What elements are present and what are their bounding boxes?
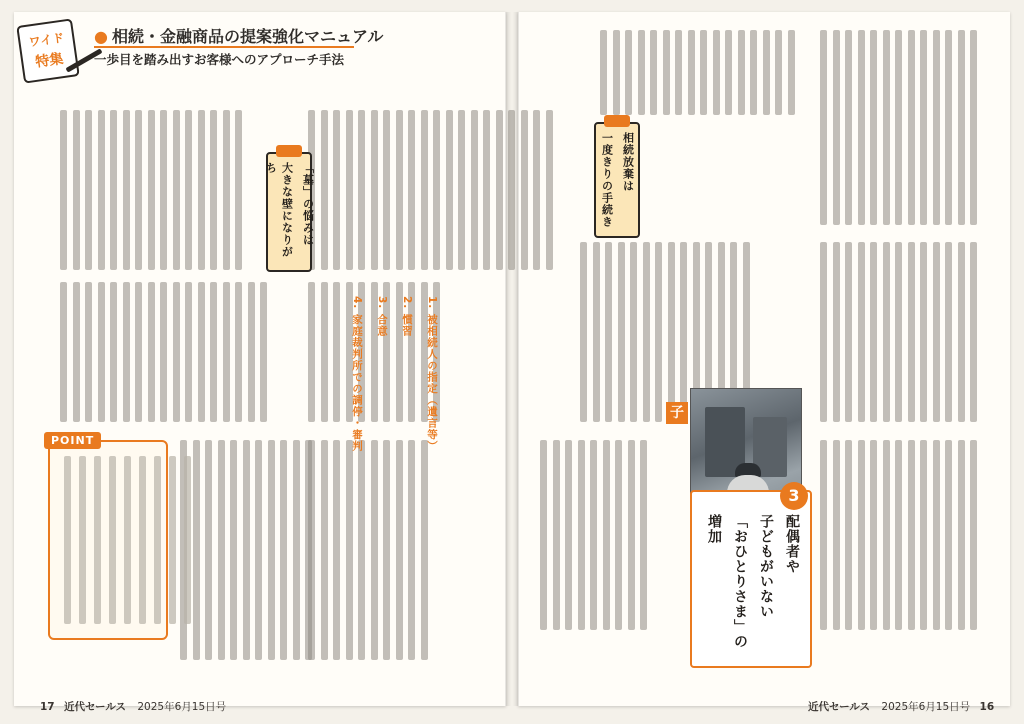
list-item: 1. 被相続人の指定（遺言等） <box>426 296 438 452</box>
text-line-placeholder <box>565 440 572 630</box>
text-line-placeholder <box>110 110 117 270</box>
pin-icon <box>276 145 302 157</box>
text-line-placeholder <box>471 110 478 270</box>
text-line-placeholder <box>346 110 353 270</box>
page-number: 16 <box>979 701 995 713</box>
text-line-placeholder <box>820 30 827 225</box>
text-line-placeholder <box>346 440 353 660</box>
text-line-placeholder <box>650 30 657 115</box>
text-line-placeholder <box>110 282 117 422</box>
text-line-placeholder <box>321 110 328 270</box>
text-line-placeholder <box>193 440 200 660</box>
text-line-placeholder <box>185 110 192 270</box>
text-line-placeholder <box>858 440 865 630</box>
text-line-placeholder <box>139 456 146 624</box>
text-line-placeholder <box>713 30 720 115</box>
magazine-name: 近代セールス <box>808 701 871 713</box>
text-line-placeholder <box>268 440 275 660</box>
text-line-placeholder <box>230 440 237 660</box>
feature-tag-top: ワイド <box>27 30 66 50</box>
text-line-placeholder <box>725 30 732 115</box>
text-line-placeholder <box>668 242 675 422</box>
section-3-title <box>704 514 802 649</box>
text-column-block <box>60 110 242 270</box>
text-line-placeholder <box>833 242 840 422</box>
callout-kanji: 子 <box>666 402 688 424</box>
text-line-placeholder <box>60 110 67 270</box>
text-line-placeholder <box>218 440 225 660</box>
point-text <box>64 456 191 624</box>
text-line-placeholder <box>205 440 212 660</box>
text-line-placeholder <box>908 30 915 225</box>
text-line-placeholder <box>933 440 940 630</box>
text-line-placeholder <box>870 242 877 422</box>
text-line-placeholder <box>321 282 328 422</box>
text-line-placeholder <box>883 440 890 630</box>
text-column-block <box>540 440 647 630</box>
text-column-block <box>308 440 428 660</box>
text-line-placeholder <box>383 440 390 660</box>
text-line-placeholder <box>640 440 647 630</box>
heading-line: 一度きりの手続き <box>600 132 614 228</box>
magazine-name: 近代セールス <box>63 701 127 713</box>
list-item: 2. 慣習 <box>401 296 413 337</box>
text-line-placeholder <box>945 440 952 630</box>
text-line-placeholder <box>235 110 242 270</box>
text-line-placeholder <box>73 282 80 422</box>
text-line-placeholder <box>185 282 192 422</box>
text-line-placeholder <box>970 30 977 225</box>
text-line-placeholder <box>663 30 670 115</box>
page-number: 17 <box>40 701 55 713</box>
text-column-block <box>308 110 553 270</box>
text-line-placeholder <box>280 440 287 660</box>
text-line-placeholder <box>750 30 757 115</box>
text-line-placeholder <box>73 110 80 270</box>
text-line-placeholder <box>483 110 490 270</box>
text-line-placeholder <box>680 242 687 422</box>
text-line-placeholder <box>173 110 180 270</box>
text-line-placeholder <box>458 110 465 270</box>
text-line-placeholder <box>248 282 255 422</box>
text-column-block <box>820 440 977 630</box>
text-line-placeholder <box>638 30 645 115</box>
text-line-placeholder <box>920 30 927 225</box>
text-line-placeholder <box>446 110 453 270</box>
text-line-placeholder <box>333 440 340 660</box>
text-line-placeholder <box>643 242 650 422</box>
footer-left <box>34 699 226 714</box>
text-line-placeholder <box>858 30 865 225</box>
text-line-placeholder <box>169 456 176 624</box>
text-line-placeholder <box>243 440 250 660</box>
text-column-block <box>180 440 312 660</box>
section-3-line: 「おひとりさま」の <box>732 514 748 649</box>
text-line-placeholder <box>763 30 770 115</box>
text-line-placeholder <box>421 110 428 270</box>
text-line-placeholder <box>358 110 365 270</box>
text-line-placeholder <box>293 440 300 660</box>
text-line-placeholder <box>124 456 131 624</box>
text-line-placeholder <box>775 30 782 115</box>
section-3-line: 増加 <box>706 514 722 544</box>
text-line-placeholder <box>833 30 840 225</box>
text-line-placeholder <box>933 30 940 225</box>
text-line-placeholder <box>820 440 827 630</box>
text-line-placeholder <box>98 110 105 270</box>
section-number: 3 <box>780 482 808 510</box>
text-line-placeholder <box>235 282 242 422</box>
text-line-placeholder <box>945 242 952 422</box>
text-line-placeholder <box>85 110 92 270</box>
text-line-placeholder <box>60 282 67 422</box>
text-line-placeholder <box>688 30 695 115</box>
text-line-placeholder <box>970 242 977 422</box>
text-line-placeholder <box>308 282 315 422</box>
text-line-placeholder <box>700 30 707 115</box>
text-line-placeholder <box>970 440 977 630</box>
article-title-text: 相続・金融商品の提案強化マニュアル <box>111 27 384 46</box>
text-line-placeholder <box>94 456 101 624</box>
text-line-placeholder <box>908 242 915 422</box>
text-line-placeholder <box>655 242 662 422</box>
text-line-placeholder <box>933 242 940 422</box>
text-column-block <box>60 282 267 422</box>
text-line-placeholder <box>945 30 952 225</box>
text-line-placeholder <box>408 440 415 660</box>
bullet-dot-icon: ● <box>94 27 108 46</box>
text-line-placeholder <box>64 456 71 624</box>
text-line-placeholder <box>920 242 927 422</box>
text-line-placeholder <box>383 110 390 270</box>
point-box <box>48 434 168 640</box>
heading-line: 相続放棄は <box>621 132 635 192</box>
text-line-placeholder <box>895 30 902 225</box>
text-line-placeholder <box>496 110 503 270</box>
point-label: POINT <box>44 432 101 449</box>
text-line-placeholder <box>123 110 130 270</box>
text-line-placeholder <box>371 440 378 660</box>
text-line-placeholder <box>109 456 116 624</box>
text-line-placeholder <box>870 440 877 630</box>
title-underline <box>94 46 354 48</box>
text-line-placeholder <box>255 440 262 660</box>
text-line-placeholder <box>508 110 515 270</box>
text-line-placeholder <box>173 282 180 422</box>
section-heading-renunciation <box>594 122 640 238</box>
text-line-placeholder <box>305 440 312 660</box>
article-title <box>94 24 383 47</box>
text-line-placeholder <box>615 440 622 630</box>
feature-tag <box>16 18 80 83</box>
text-line-placeholder <box>135 282 142 422</box>
footer-right <box>808 699 1000 714</box>
section-3-heading <box>690 486 812 668</box>
text-line-placeholder <box>958 242 965 422</box>
text-line-placeholder <box>883 30 890 225</box>
list-item: 4. 家庭裁判所での調停・審判 <box>351 296 363 452</box>
text-line-placeholder <box>184 456 191 624</box>
text-line-placeholder <box>433 110 440 270</box>
text-line-placeholder <box>618 242 625 422</box>
text-column-block <box>820 30 977 225</box>
text-line-placeholder <box>198 110 205 270</box>
text-line-placeholder <box>908 440 915 630</box>
text-line-placeholder <box>858 242 865 422</box>
text-line-placeholder <box>630 242 637 422</box>
list-item: 3. 合意 <box>376 296 388 337</box>
text-line-placeholder <box>613 30 620 115</box>
text-line-placeholder <box>223 282 230 422</box>
text-line-placeholder <box>895 242 902 422</box>
text-line-placeholder <box>625 30 632 115</box>
text-line-placeholder <box>628 440 635 630</box>
numbered-list <box>350 296 440 452</box>
text-line-placeholder <box>123 282 130 422</box>
section-heading-grave <box>264 152 315 272</box>
text-line-placeholder <box>820 242 827 422</box>
text-line-placeholder <box>135 110 142 270</box>
text-line-placeholder <box>845 242 852 422</box>
heading-line: 大きな壁になりがち <box>264 162 294 258</box>
text-line-placeholder <box>98 282 105 422</box>
section-3-line: 配偶者や <box>784 514 800 574</box>
text-line-placeholder <box>160 110 167 270</box>
section-3-line: 子どもがいない <box>758 514 774 619</box>
text-line-placeholder <box>333 110 340 270</box>
text-line-placeholder <box>788 30 795 115</box>
article-header <box>14 18 494 90</box>
text-line-placeholder <box>260 282 267 422</box>
text-line-placeholder <box>540 440 547 630</box>
pin-icon <box>604 115 630 127</box>
text-line-placeholder <box>358 440 365 660</box>
feature-tag-bottom: 特集 <box>34 51 65 71</box>
text-line-placeholder <box>321 440 328 660</box>
text-line-placeholder <box>845 30 852 225</box>
text-line-placeholder <box>223 110 230 270</box>
text-line-placeholder <box>580 242 587 422</box>
text-line-placeholder <box>603 440 610 630</box>
text-line-placeholder <box>833 440 840 630</box>
text-line-placeholder <box>883 242 890 422</box>
text-line-placeholder <box>154 456 161 624</box>
text-line-placeholder <box>160 282 167 422</box>
article-subtitle: 一歩目を踏み出すお客様へのアプローチ手法 <box>94 52 345 67</box>
text-line-placeholder <box>396 440 403 660</box>
text-line-placeholder <box>958 440 965 630</box>
text-column-block <box>600 30 795 115</box>
text-line-placeholder <box>421 440 428 660</box>
text-line-placeholder <box>738 30 745 115</box>
text-line-placeholder <box>593 242 600 422</box>
text-line-placeholder <box>85 282 92 422</box>
text-line-placeholder <box>533 110 540 270</box>
issue-date: 2025年6月15日号 <box>137 701 227 713</box>
text-line-placeholder <box>590 440 597 630</box>
text-line-placeholder <box>870 30 877 225</box>
text-line-placeholder <box>371 110 378 270</box>
text-line-placeholder <box>521 110 528 270</box>
text-line-placeholder <box>198 282 205 422</box>
issue-date: 2025年6月15日号 <box>881 701 971 713</box>
text-column-block <box>820 242 977 422</box>
text-line-placeholder <box>605 242 612 422</box>
heading-line: 「墓」の悩みは <box>301 162 315 246</box>
text-line-placeholder <box>333 282 340 422</box>
text-line-placeholder <box>675 30 682 115</box>
text-line-placeholder <box>578 440 585 630</box>
text-line-placeholder <box>845 440 852 630</box>
text-line-placeholder <box>210 110 217 270</box>
text-line-placeholder <box>148 110 155 270</box>
text-line-placeholder <box>920 440 927 630</box>
text-line-placeholder <box>895 440 902 630</box>
text-line-placeholder <box>553 440 560 630</box>
text-line-placeholder <box>396 110 403 270</box>
text-line-placeholder <box>408 110 415 270</box>
text-line-placeholder <box>148 282 155 422</box>
text-line-placeholder <box>546 110 553 270</box>
text-line-placeholder <box>600 30 607 115</box>
text-line-placeholder <box>958 30 965 225</box>
text-line-placeholder <box>210 282 217 422</box>
text-line-placeholder <box>79 456 86 624</box>
